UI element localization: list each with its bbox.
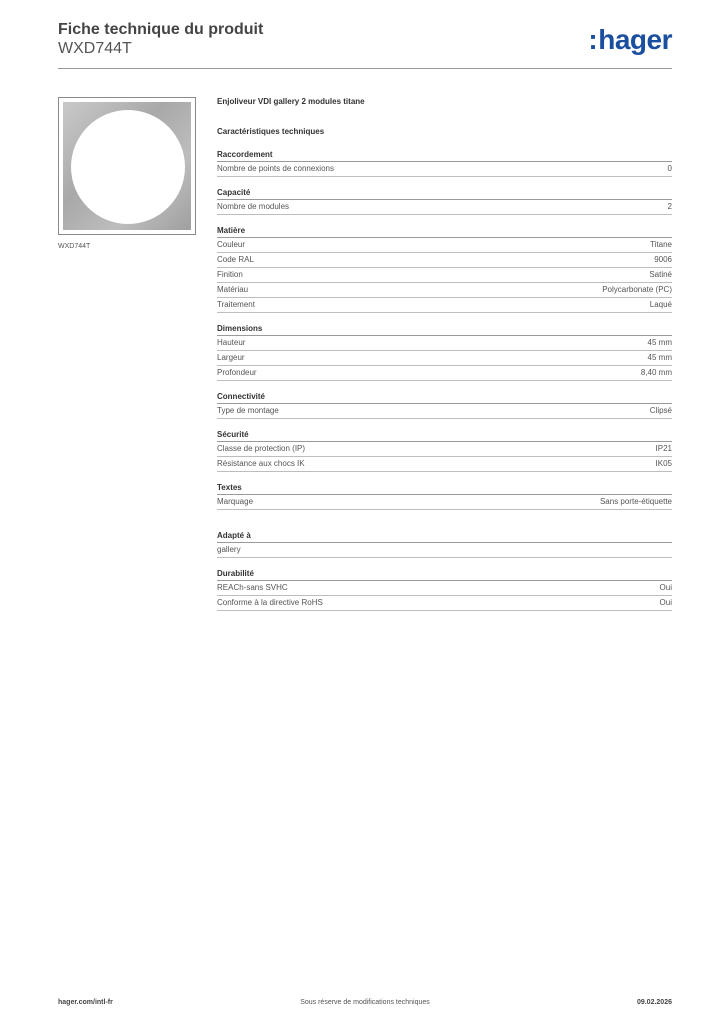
spec-group-raccordement bbox=[217, 149, 672, 177]
spec-row bbox=[217, 581, 672, 596]
spec-label: gallery bbox=[217, 545, 241, 554]
footer-website-link[interactable]: hager.com/intl-fr bbox=[58, 999, 113, 1006]
page-footer bbox=[58, 997, 672, 1009]
spec-row bbox=[217, 200, 672, 215]
spec-label: Largeur bbox=[217, 353, 245, 362]
spec-label: Couleur bbox=[217, 240, 246, 249]
spec-heading: Caractéristiques techniques bbox=[217, 127, 325, 136]
spec-row bbox=[217, 253, 672, 268]
group-title: Raccordement bbox=[217, 149, 672, 162]
spec-value: Titane bbox=[650, 240, 672, 249]
group-title: Capacité bbox=[217, 187, 672, 200]
spec-group-textes bbox=[217, 482, 672, 510]
spec-row bbox=[217, 351, 672, 366]
spec-label: REACh-sans SVHC bbox=[217, 583, 288, 592]
spec-label: Nombre de modules bbox=[217, 202, 290, 211]
spec-label: Hauteur bbox=[217, 338, 246, 347]
spec-label: Résistance aux chocs IK bbox=[217, 459, 305, 468]
spec-row bbox=[217, 404, 672, 419]
group-title: Durabilité bbox=[217, 568, 672, 581]
spec-value: Laqué bbox=[649, 300, 672, 309]
spec-value: 45 mm bbox=[647, 338, 672, 347]
hager-logo bbox=[588, 24, 672, 56]
logo-mark: : bbox=[588, 24, 598, 55]
document-title: Fiche technique du produit bbox=[58, 21, 264, 38]
cover-plate-image bbox=[63, 102, 191, 230]
spec-group-matiere bbox=[217, 225, 672, 313]
footer-date: 09.02.2026 bbox=[636, 999, 672, 1006]
group-title: Adapté à bbox=[217, 530, 672, 543]
product-image bbox=[58, 97, 196, 235]
group-title: Dimensions bbox=[217, 323, 672, 336]
group-title: Connectivité bbox=[217, 391, 672, 404]
spec-value: Satiné bbox=[649, 270, 672, 279]
spec-value: 45 mm bbox=[647, 353, 672, 362]
spec-row bbox=[217, 283, 672, 298]
spec-value: Polycarbonate (PC) bbox=[602, 285, 672, 294]
spec-value: 2 bbox=[667, 202, 672, 211]
spec-row bbox=[217, 162, 672, 177]
spec-label: Code RAL bbox=[217, 255, 254, 264]
spec-value: IK05 bbox=[655, 459, 672, 468]
spec-value: IP21 bbox=[655, 444, 672, 453]
spec-value: 0 bbox=[667, 164, 672, 173]
spec-label: Conforme à la directive RoHS bbox=[217, 598, 323, 607]
spec-value: Oui bbox=[659, 598, 672, 607]
spec-label: Finition bbox=[217, 270, 243, 279]
spec-label: Profondeur bbox=[217, 368, 257, 377]
spec-row bbox=[217, 336, 672, 351]
spec-label: Nombre de points de connexions bbox=[217, 164, 334, 173]
spec-value: Clipsé bbox=[649, 406, 672, 415]
spec-value: 9006 bbox=[654, 255, 672, 264]
logo-text: hager bbox=[598, 24, 672, 55]
spec-content bbox=[217, 95, 672, 611]
spec-label: Type de montage bbox=[217, 406, 279, 415]
group-title: Matière bbox=[217, 225, 672, 238]
spec-row bbox=[217, 543, 672, 558]
spec-value: 8,40 mm bbox=[640, 368, 672, 377]
group-title: Sécurité bbox=[217, 429, 672, 442]
spec-row bbox=[217, 238, 672, 253]
spec-group-durabilite bbox=[217, 568, 672, 611]
spec-label: Traitement bbox=[217, 300, 255, 309]
spec-row bbox=[217, 268, 672, 283]
spec-row bbox=[217, 457, 672, 472]
product-code: WXD744T bbox=[58, 40, 132, 57]
spec-row bbox=[217, 366, 672, 381]
spec-label: Classe de protection (IP) bbox=[217, 444, 306, 453]
spec-value: Oui bbox=[659, 583, 672, 592]
spec-row bbox=[217, 298, 672, 313]
header-divider bbox=[58, 68, 672, 69]
page-header bbox=[58, 20, 672, 68]
spec-label: Matériau bbox=[217, 285, 249, 294]
spec-group-adapte bbox=[217, 530, 672, 558]
spec-group-connectivite bbox=[217, 391, 672, 419]
image-caption: WXD744T bbox=[58, 243, 91, 250]
group-title: Textes bbox=[217, 482, 672, 495]
product-name: Enjoliveur VDI gallery 2 modules titane bbox=[217, 97, 365, 106]
spec-group-capacite bbox=[217, 187, 672, 215]
spec-row bbox=[217, 442, 672, 457]
spec-group-securite bbox=[217, 429, 672, 472]
spec-value: Sans porte-étiquette bbox=[599, 497, 672, 506]
footer-notice: Sous réserve de modifications techniques bbox=[300, 999, 430, 1006]
spec-row bbox=[217, 495, 672, 510]
spec-group-dimensions bbox=[217, 323, 672, 381]
spec-row bbox=[217, 596, 672, 611]
plate-opening bbox=[71, 110, 185, 224]
spec-label: Marquage bbox=[217, 497, 254, 506]
